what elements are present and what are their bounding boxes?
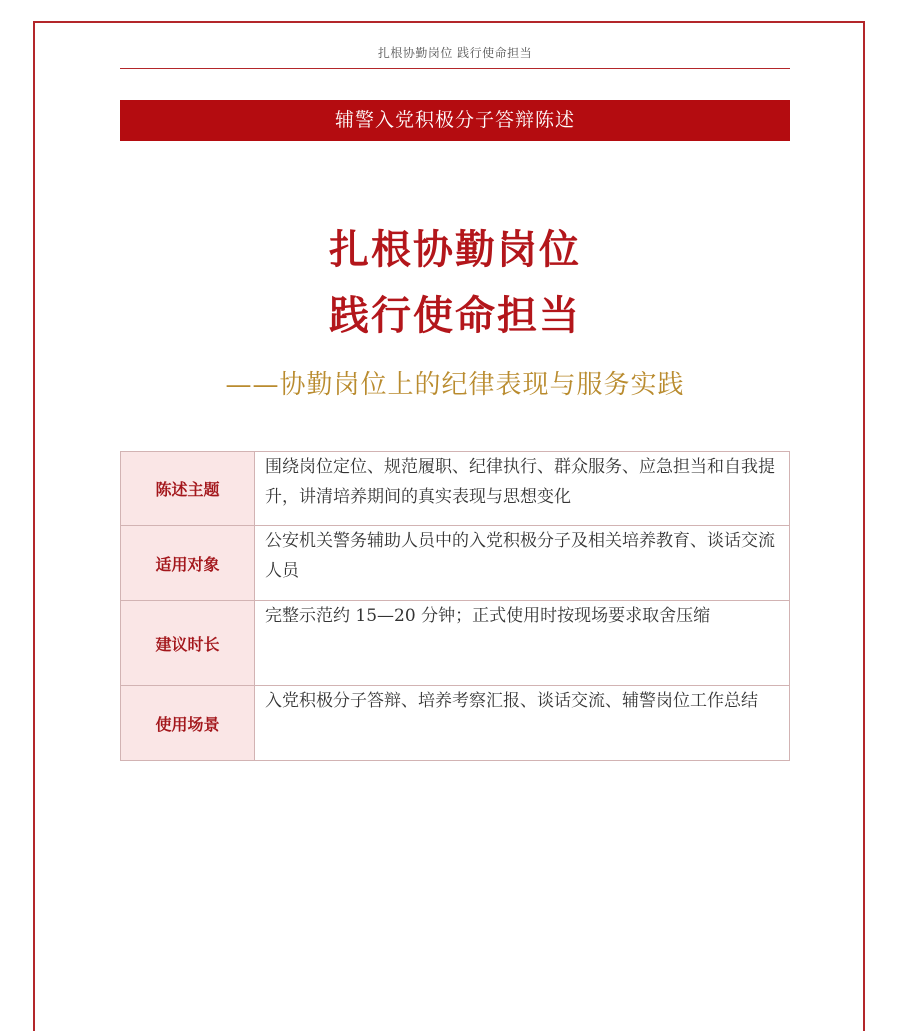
row-value-duration: 完整示范约 15—20 分钟；正式使用时按现场要求取舍压缩 [255,601,790,686]
row-value-topic: 围绕岗位定位、规范履职、纪律执行、群众服务、应急担当和自我提升，讲清培养期间的真实表现与思想变化 [255,452,790,526]
table-row [121,686,790,761]
table-row [121,601,790,686]
banner-title: 辅警入党积极分子答辩陈述 [120,100,790,141]
row-value-scenario: 入党积极分子答辩、培养考察汇报、谈话交流、辅警岗位工作总结 [255,686,790,761]
table-row [121,526,790,601]
running-header: 扎根协勤岗位 践行使命担当 [377,46,533,60]
main-title-line-2: 践行使命担当 [329,292,581,339]
row-label-scenario: 使用场景 [121,686,255,761]
row-label-audience: 适用对象 [121,526,255,601]
subtitle: ——协勤岗位上的纪律表现与服务实践 [225,370,685,400]
row-label-duration: 建议时长 [121,601,255,686]
table-row [121,452,790,526]
row-label-topic: 陈述主题 [121,452,255,526]
info-table [120,451,790,761]
header-divider [120,68,790,69]
main-title-line-1: 扎根协勤岗位 [329,226,581,273]
row-value-audience: 公安机关警务辅助人员中的入党积极分子及相关培养教育、谈话交流人员 [255,526,790,601]
